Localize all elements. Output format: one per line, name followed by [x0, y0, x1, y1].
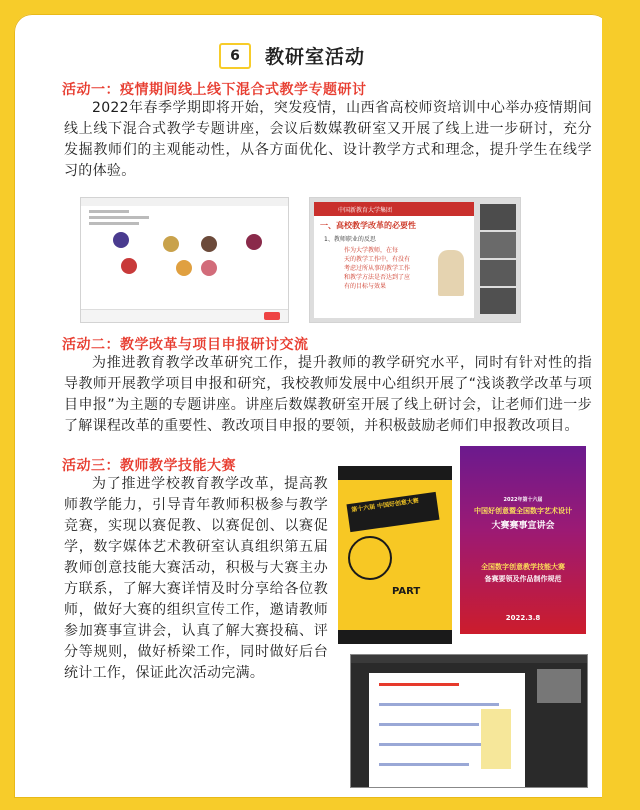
activity-3-body: 为了推进学校教育教学改革，提高教师教学能力，引导青年教师积极参与教学竞赛，实现以赛促教、以赛促创、以赛促学，数字媒体艺术教研室认真组织第五届教师创意技能大赛活动，积极与大赛主办方联系，了解大赛详情及时分享给各位教师，做好大赛的组织宣传工作，邀请教师参加赛事宣讲会，认真了解大赛投稿、评分等规则，做好桥梁工作，同时做好后台统计工作，保证此次活动完满。	[64, 476, 328, 681]
participant-avatar	[201, 236, 217, 252]
camera-tile	[480, 204, 516, 230]
window-titlebar	[81, 198, 288, 206]
camera-tile	[480, 232, 516, 258]
participant-avatar	[113, 232, 129, 248]
filmstrip	[338, 466, 452, 480]
slide	[314, 202, 474, 318]
meeting-toolbar	[81, 309, 288, 322]
slide-heading: 一、高校教学改革的必要性	[320, 221, 416, 230]
activity-2-title: 活动二：教学改革与项目申报研讨交流	[62, 337, 309, 353]
slide-sub: 1、教师职业的反思	[324, 236, 376, 243]
info-line	[89, 222, 139, 225]
poster-line4: 全国数字创意教学技能大赛	[481, 563, 565, 571]
slide-line	[379, 683, 459, 686]
activity-2-body: 为推进教育教学改革研究工作，提升教师的教学研究水平，同时有针对性的指导教师开展教学项目申报和研究，我校教师发展中心组织开展了“浅谈教学改革与项目申报”为主题的专题讲座。讲座后数媒教研室开展了线上研讨会，让老师们进一步了解课程改革的重要性、教改项目申报的要领，并积极鼓励老师们申报教改项目。	[64, 355, 592, 434]
slide-lines: 作为大学教师，在每 天的教学工作中，有没有 考虑过所从事的教学工作 和教学方法是否达到了应 有的目标与效果	[344, 247, 411, 290]
side-decor-bar	[602, 14, 610, 798]
filmstrip	[338, 630, 452, 644]
activity-1-body: 2022年春季学期即将开始，突发疫情，山西省高校师资培训中心举办疫情期间线上线下混合式教学专题讲座，会议后数媒教研室又开展了线上进一步研讨，充分发掘教师们的主观能动性，从各方面优化、设计教学方式和理念，提升学生在线学习的体验。	[64, 100, 592, 179]
header	[219, 42, 365, 69]
camera-tile	[480, 260, 516, 286]
camera-tile	[480, 288, 516, 314]
page	[14, 14, 610, 798]
poster-line3: 大赛赛事宣讲会	[491, 521, 555, 531]
participant-avatar	[163, 236, 179, 252]
info-line	[89, 210, 129, 213]
participant-avatar	[246, 234, 262, 250]
info-line	[89, 216, 149, 219]
slide-header-text: 中国新教育大学集团	[338, 207, 393, 214]
window-titlebar	[351, 655, 587, 663]
shared-slide	[369, 673, 525, 788]
presenter-camera	[537, 669, 581, 703]
poster-line2: 中国好创意暨全国数字艺术设计	[474, 507, 572, 515]
participant-avatar	[201, 260, 217, 276]
page-title: 教研室活动	[265, 46, 366, 68]
contest-promo-card	[338, 466, 452, 644]
slide-line	[379, 703, 499, 706]
slide-line	[379, 723, 479, 726]
meeting-screenshot-3	[350, 654, 588, 788]
poster-date: 2022.3.8	[505, 614, 541, 622]
leave-button	[264, 312, 280, 320]
part-label: PART	[392, 586, 421, 597]
activity-3-title: 活动三：教师教学技能大赛	[62, 458, 236, 474]
participant-avatar	[176, 260, 192, 276]
poster-line1: 2022年第十六届	[503, 497, 543, 503]
figure-illustration	[438, 250, 464, 296]
activity-1-title: 活动一：疫情期间线上线下混合式教学专题研讨	[62, 82, 367, 98]
section-number-badge: 6	[219, 43, 251, 69]
meeting-screenshot-2	[309, 197, 521, 323]
participant-avatar	[121, 258, 137, 274]
slide-line	[379, 763, 469, 766]
film-reel-icon	[348, 536, 392, 580]
event-poster	[460, 446, 586, 634]
slide-highlight	[481, 709, 511, 769]
slide-line	[379, 743, 489, 746]
meeting-screenshot-1	[80, 197, 289, 323]
contest-tag: 第十六届 中国好创意大赛	[346, 492, 439, 532]
poster-line5: 备赛要领及作品制作规范	[484, 575, 562, 583]
